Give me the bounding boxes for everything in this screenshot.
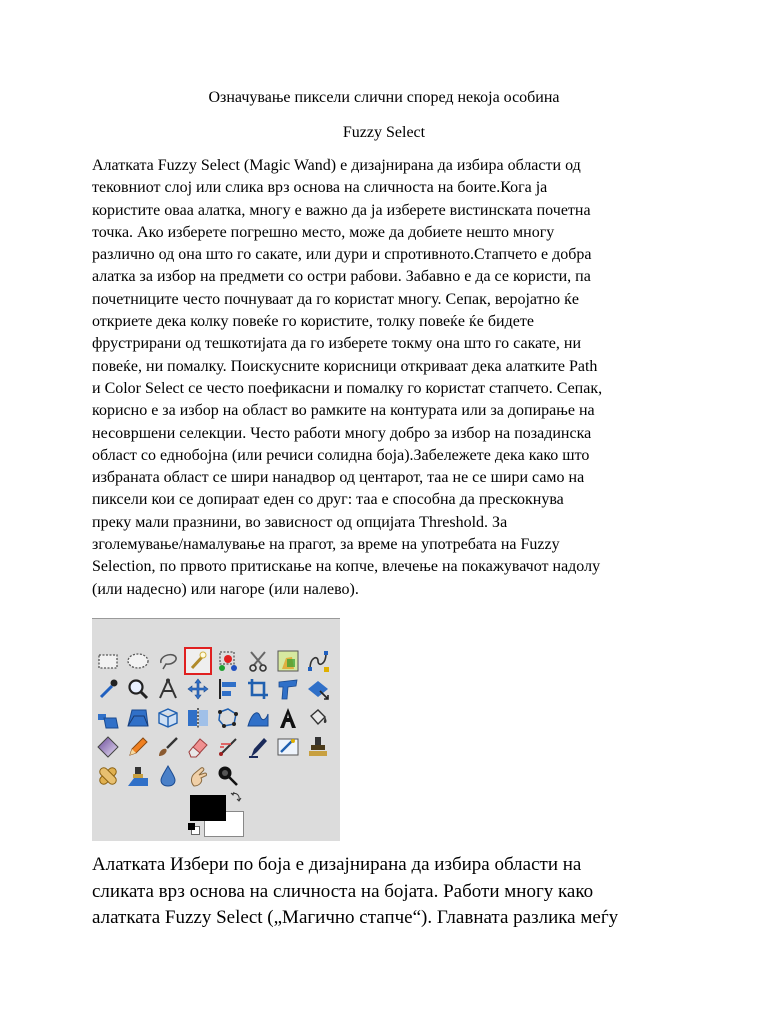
- paintbrush-icon: [156, 735, 180, 759]
- paintbrush-tool[interactable]: [155, 734, 181, 760]
- airbrush-icon: [216, 735, 240, 759]
- foreground-color-swatch[interactable]: [190, 795, 226, 821]
- ellipse-select-icon: [126, 649, 150, 673]
- text-tool[interactable]: [275, 705, 301, 731]
- measure-tool[interactable]: [155, 676, 181, 702]
- rect-select-tool[interactable]: [95, 648, 121, 674]
- magnifier-icon: [126, 677, 150, 701]
- rotate-icon: [276, 677, 300, 701]
- paragraph-line: избраната област се шири нанадвор од центарот, таа не се шири само на: [92, 469, 585, 487]
- paragraph-line: пиксели кои се допираат еден со друг: таа е способна да прескокнува: [92, 491, 564, 509]
- free-select-tool[interactable]: [155, 648, 181, 674]
- page-title: Означување пиксели слични според некоја особина: [208, 89, 560, 106]
- flip-tool[interactable]: [185, 705, 211, 731]
- shear-icon: [96, 706, 120, 730]
- perspective-tool[interactable]: [125, 705, 151, 731]
- airbrush-tool[interactable]: [215, 734, 241, 760]
- rect-select-icon: [96, 649, 120, 673]
- smudge-tool[interactable]: [185, 763, 211, 789]
- compass-icon: [156, 677, 180, 701]
- bandage-icon: [96, 764, 120, 788]
- eyedropper-icon: [96, 677, 120, 701]
- perspective-icon: [126, 706, 150, 730]
- bucket-fill-tool[interactable]: [305, 705, 331, 731]
- paint-bucket-icon: [306, 706, 330, 730]
- paragraph-line: област со еднобојна (или речиси солидна боја).Забележете дека како што: [92, 446, 590, 464]
- align-tool[interactable]: [215, 676, 241, 702]
- paragraph-line: повеќе, ни помалку. Поискусните корисници откриваат дека алатките Path: [92, 357, 598, 375]
- move-tool[interactable]: [185, 676, 211, 702]
- ink-pen-icon: [246, 735, 270, 759]
- paragraph-line: корисно е за избор на област во рамките на контурата или за допирање на: [92, 402, 595, 420]
- paragraph-line: преку мали празнини, во зависност од опцијата Threshold. За: [92, 513, 508, 531]
- paths-tool[interactable]: [305, 648, 331, 674]
- paragraph-line: Selection, по првото притискање на копче, влечење на покажувачот надолу: [92, 558, 601, 576]
- foreground-select-tool[interactable]: [275, 648, 301, 674]
- ink-tool[interactable]: [245, 734, 271, 760]
- paragraph-line: почетниците често почнуваат да го користат многу. Сепак, веројатно ќе: [92, 290, 580, 308]
- text-a-icon: [276, 706, 300, 730]
- swap-colors-icon[interactable]: [230, 791, 242, 803]
- paragraph-fuzzy-select: [92, 155, 682, 601]
- paragraph-line: зголемување/намалување на прагот, за време на употребата на Fuzzy: [92, 536, 560, 554]
- ellipse-select-tool[interactable]: [125, 648, 151, 674]
- smudge-finger-icon: [186, 764, 210, 788]
- water-drop-icon: [156, 764, 180, 788]
- 3d-transform-tool[interactable]: [155, 705, 181, 731]
- color-picker-tool[interactable]: [95, 676, 121, 702]
- select-by-color-icon: [216, 649, 240, 673]
- blur-sharpen-tool[interactable]: [155, 763, 181, 789]
- pencil-icon: [126, 735, 150, 759]
- mypaint-brush-icon: [276, 735, 300, 759]
- warp-transform-tool[interactable]: [245, 705, 271, 731]
- mypaint-brush-tool[interactable]: [275, 734, 301, 760]
- perspective-clone-tool[interactable]: [125, 763, 151, 789]
- gradient-icon: [96, 735, 120, 759]
- paths-icon: [306, 649, 330, 673]
- paragraph-line: користите оваа алатка, многу е важно да ја изберете вистинската почетна: [92, 201, 591, 219]
- section-title: Fuzzy Select: [342, 124, 426, 141]
- fuzzy-select-tool[interactable]: [185, 648, 211, 674]
- scale-icon: [306, 677, 330, 701]
- paragraph-line: Алатката Избери по боја е дизајнирана да избира области на: [92, 854, 582, 875]
- stamp-icon: [306, 735, 330, 759]
- paragraph-line: точка. Ако изберете погрешно место, може да добиете нешто многу: [92, 223, 555, 241]
- pencil-tool[interactable]: [125, 734, 151, 760]
- paragraph-line: откриете дека колку повеќе го користите, толку повеќе ќе бидете: [92, 313, 534, 331]
- blend-tool[interactable]: [95, 734, 121, 760]
- paragraph-line: и Color Select се често поефикасни и помалку го користат стапчето. Сепак,: [92, 379, 603, 397]
- scissors-icon: [246, 649, 270, 673]
- foreground-select-icon: [276, 649, 300, 673]
- crop-icon: [246, 677, 270, 701]
- paragraph-line: сликата врз основа на сличноста на бојата. Работи многу како: [92, 880, 594, 902]
- paragraph-line: Алатката Fuzzy Select (Magic Wand) е дизајнирана да избира области од: [92, 157, 581, 174]
- warp-icon: [246, 706, 270, 730]
- cage-transform-tool[interactable]: [215, 705, 241, 731]
- eraser-tool[interactable]: [185, 734, 211, 760]
- crop-tool[interactable]: [245, 676, 271, 702]
- magic-wand-icon: [186, 649, 210, 673]
- align-icon: [216, 677, 240, 701]
- dodge-burn-tool[interactable]: [215, 763, 241, 789]
- paragraph-select-by-color: [92, 852, 692, 932]
- default-colors-fg-icon: [188, 823, 195, 830]
- paragraph-line: тековниот слој или слика врз основа на сличноста на боите.Кога ја: [92, 179, 548, 197]
- paragraph-line: алатка за избор на предмети со остри рабови. Забавно е да се користи, па: [92, 268, 591, 286]
- paragraph-line: различно од она што го сакате, или дури и спротивното.Стапчето е добра: [92, 246, 592, 264]
- rotate-tool[interactable]: [275, 676, 301, 702]
- paragraph-line: несовршени селекции. Често работи многу добро за избор на позадинска: [92, 424, 592, 442]
- scale-tool[interactable]: [305, 676, 331, 702]
- paragraph-line: (или надесно) или нагоре (или налево).: [92, 580, 359, 598]
- flip-icon: [186, 706, 210, 730]
- cube-icon: [156, 706, 180, 730]
- paragraph-line: алатката Fuzzy Select („Магично стапче“). Главната разлика меѓу: [92, 907, 619, 928]
- heal-tool[interactable]: [95, 763, 121, 789]
- shear-tool[interactable]: [95, 705, 121, 731]
- lasso-icon: [156, 649, 180, 673]
- select-by-color-tool[interactable]: [215, 648, 241, 674]
- scissors-select-tool[interactable]: [245, 648, 271, 674]
- eraser-icon: [186, 735, 210, 759]
- move-arrows-icon: [186, 677, 210, 701]
- gimp-toolbox: [92, 618, 340, 841]
- zoom-tool[interactable]: [125, 676, 151, 702]
- paragraph-line: фрустрирани од тешкотијата да го изберете токму она што го сакате, ни: [92, 335, 582, 353]
- dodge-burn-icon: [216, 764, 240, 788]
- cage-icon: [216, 706, 240, 730]
- perspective-stamp-icon: [126, 764, 150, 788]
- clone-tool[interactable]: [305, 734, 331, 760]
